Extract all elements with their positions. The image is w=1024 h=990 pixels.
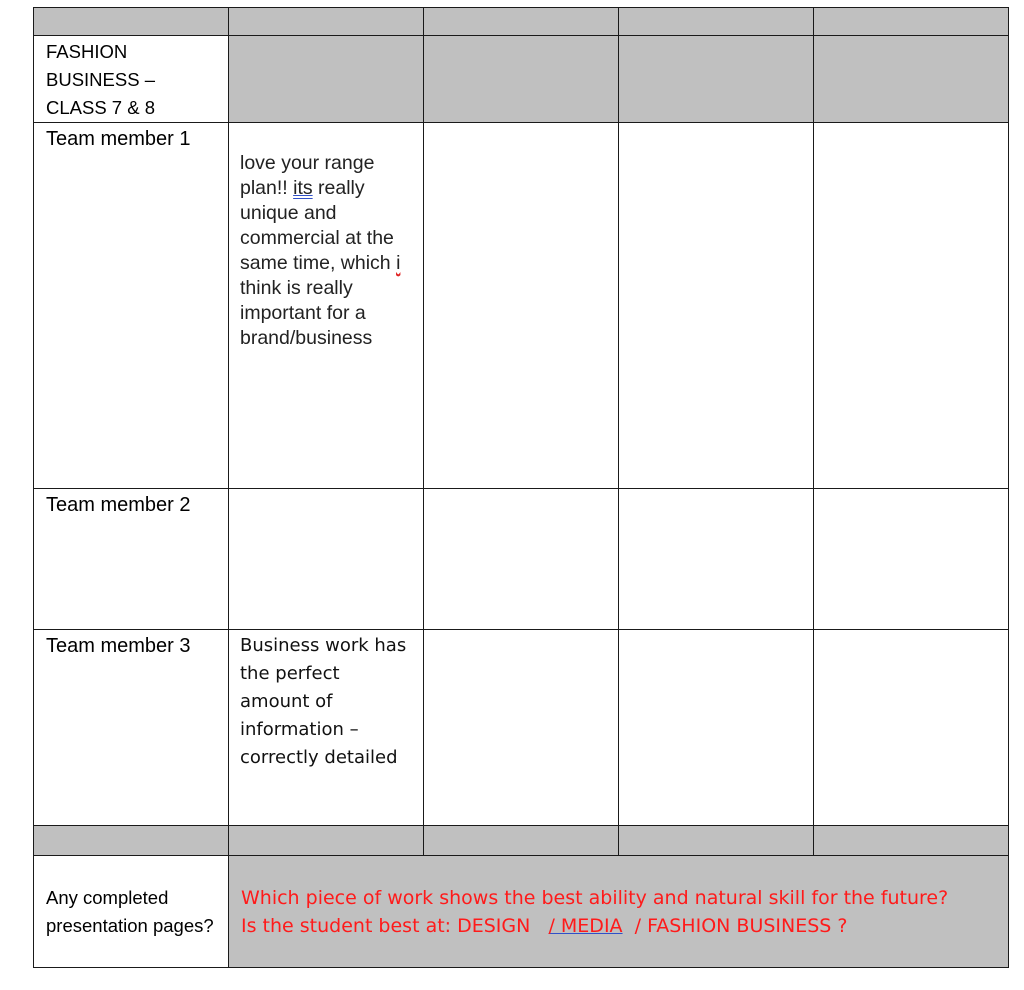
header-cell bbox=[229, 8, 424, 36]
title-row-cell bbox=[814, 36, 1009, 123]
empty-cell bbox=[424, 123, 619, 489]
footer-label: Any completed presentation pages? bbox=[34, 856, 229, 968]
empty-cell bbox=[814, 630, 1009, 826]
separator-row bbox=[34, 826, 1009, 856]
empty-cell bbox=[619, 489, 814, 630]
question-line: Is the student best at: DESIGN / MEDIA / FASHION BUSINESS ? bbox=[241, 915, 848, 937]
title-row-cell bbox=[229, 36, 424, 123]
comment-text: Business work has the perfect amount of information – correctly detailed bbox=[240, 635, 407, 768]
question-cell bbox=[229, 856, 1009, 968]
feedback-table bbox=[33, 7, 1009, 968]
header-cell bbox=[619, 8, 814, 36]
title-row-cell bbox=[424, 36, 619, 123]
table-title: FASHION BUSINESS – CLASS 7 & 8 bbox=[46, 41, 156, 118]
title-row bbox=[34, 36, 1009, 123]
comment-cell bbox=[229, 489, 424, 630]
header-cell bbox=[814, 8, 1009, 36]
separator-cell bbox=[34, 826, 229, 856]
grammar-flag: / MEDIA bbox=[548, 915, 623, 937]
comment-text: love your range plan!! its really unique and commercial at the same time, which i think is really important for a brand/business bbox=[240, 152, 401, 349]
empty-cell bbox=[814, 123, 1009, 489]
empty-cell bbox=[619, 630, 814, 826]
separator-cell bbox=[229, 826, 424, 856]
question-line: Which piece of work shows the best ability and natural skill for the future? bbox=[241, 887, 949, 909]
table-row bbox=[34, 489, 1009, 630]
grammar-flag: its bbox=[293, 177, 313, 199]
separator-cell bbox=[814, 826, 1009, 856]
table-title-cell bbox=[34, 36, 229, 123]
header-cell bbox=[34, 8, 229, 36]
spelling-flag: i bbox=[396, 252, 401, 274]
team-member-label: Team member 1 bbox=[34, 123, 229, 489]
team-member-label: Team member 2 bbox=[34, 489, 229, 630]
comment-cell bbox=[229, 123, 424, 489]
empty-cell bbox=[814, 489, 1009, 630]
table-row bbox=[34, 123, 1009, 489]
team-member-label: Team member 3 bbox=[34, 630, 229, 826]
header-cell bbox=[424, 8, 619, 36]
empty-cell bbox=[424, 630, 619, 826]
title-row-cell bbox=[619, 36, 814, 123]
comment-cell bbox=[229, 630, 424, 826]
separator-cell bbox=[619, 826, 814, 856]
empty-cell bbox=[619, 123, 814, 489]
separator-cell bbox=[424, 826, 619, 856]
header-row bbox=[34, 8, 1009, 36]
empty-cell bbox=[424, 489, 619, 630]
footer-row bbox=[34, 856, 1009, 968]
table-row bbox=[34, 630, 1009, 826]
